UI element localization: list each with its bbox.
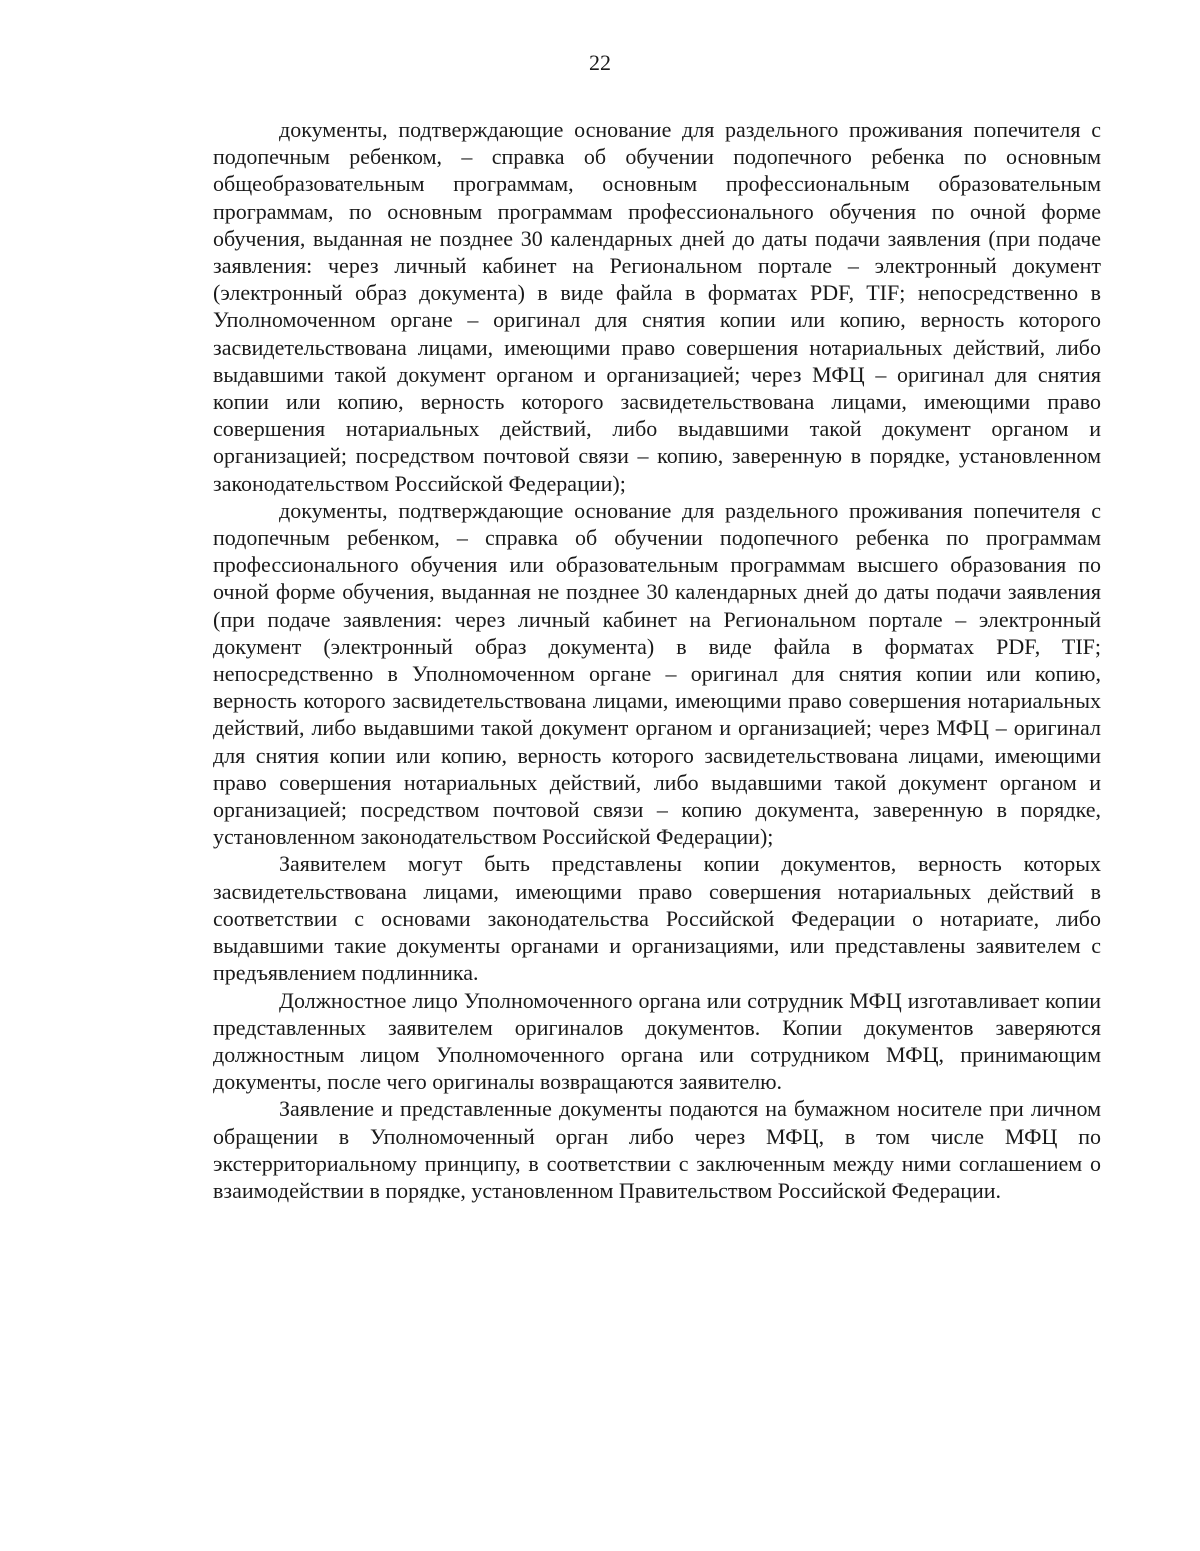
paragraph-certified-copies: Заявителем могут быть представлены копии документов, верность которых засвидетельствована лицами, имеющими право совершения нотариальных действий в соответствии с основами законодательства Российской Федерации о нотариате, либо выдавшими такие документы органами и организациями, или представлены заявителем с предъявлением подлинника. (213, 851, 1101, 986)
paragraph-student-certificate-higher: документы, подтверждающие основание для раздельного проживания попечителя с подопечным ребенком, – справка об обучении подопечного ребенка по программам профессионального обучения или образовательным программам высшего образования по очной форме обучения, выданная не позднее 30 календарных дней до даты подачи заявления (при подаче заявления: через личный кабинет на Региональном портале – электронный документ (электронный образ документа) в виде файла в форматах PDF, TIF; непосредственно в Уполномоченном органе – оригинал для снятия копии или копию, верность которого засвидетельствована лицами, имеющими право совершения нотариальных действий, либо выдавшими такой документ органом и организацией; через МФЦ – оригинал для снятия копии или копию, верность которого засвидетельствована лицами, имеющими право совершения нотариальных действий, либо выдавшими такой документ органом и организацией; посредством почтовой связи – копию документа, заверенную в порядке, установленном законодательством Российской Федерации); (213, 497, 1101, 850)
paragraph-student-certificate-general: документы, подтверждающие основание для раздельного проживания попечителя с подопечным ребенком, – справка об обучении подопечного ребенка по основным общеобразовательным программам, основным профессиональным образовательным программам, по основным программам профессионального обучения по очной форме обучения, выданная не позднее 30 календарных дней до даты подачи заявления (при подаче заявления: через личный кабинет на Региональном портале – электронный документ (электронный образ документа) в виде файла в форматах PDF, TIF; непосредственно в Уполномоченном органе – оригинал для снятия копии или копию, верность которого засвидетельствована лицами, имеющими право совершения нотариальных действий, либо выдавшими такой документ органом и организацией; через МФЦ – оригинал для снятия копии или копию, верность которого засвидетельствована лицами, имеющими право совершения нотариальных действий, либо выдавшими такой документ органом и организацией; посредством почтовой связи – копию, заверенную в порядке, установленном законодательством Российской Федерации); (213, 117, 1101, 496)
paragraph-paper-submission: Заявление и представленные документы подаются на бумажном носителе при личном обращении в Уполномоченный орган либо через МФЦ, в том числе МФЦ по экстерриториальному принципу, в соответствии с заключенным между ними соглашением о взаимодействии в порядке, установленном Правительством Российской Федерации. (213, 1096, 1101, 1203)
document-body (213, 116, 1101, 1204)
paragraph-copy-production: Должностное лицо Уполномоченного органа или сотрудник МФЦ изготавливает копии представленных заявителем оригиналов документов. Копии документов заверяются должностным лицом Уполномоченного органа или сотрудником МФЦ, принимающим документы, после чего оригиналы возвращаются заявителю. (213, 987, 1101, 1095)
page-number: 22 (589, 50, 611, 75)
